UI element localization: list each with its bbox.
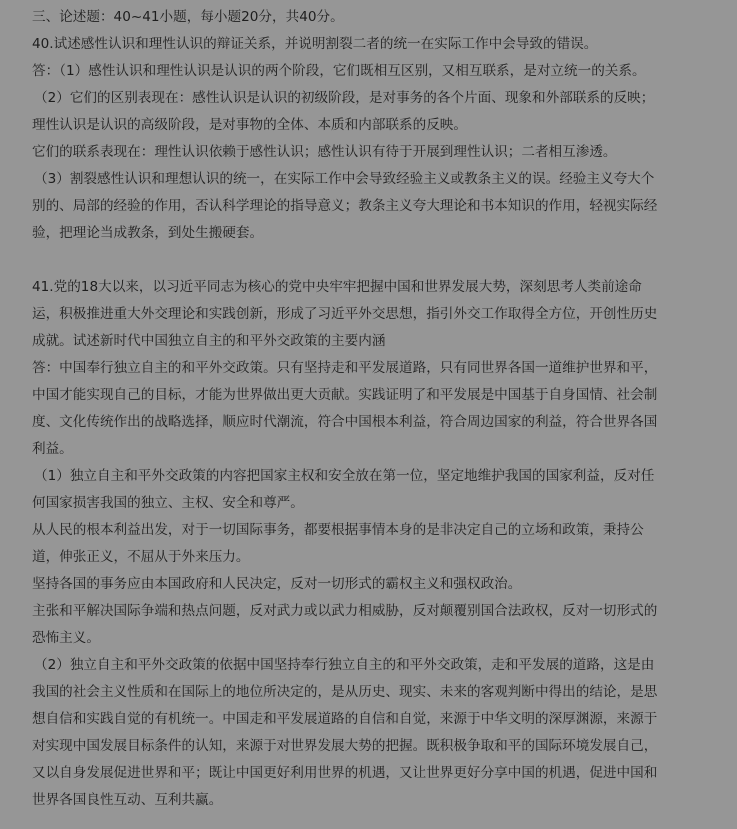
answer-41-point-2: （2）独立自主和平外交政策的依据中国坚持奉行独立自主的和平外交政策，走和平发展的道路，这是由: [34, 657, 655, 673]
answer-41-peaceful-1: 主张和平解决国际争端和热点问题，反对武力或以武力相威胁，反对颠覆别国合法政权，反对一切形式的: [32, 603, 658, 619]
section-title: 三、论述题：40~41小题，每小题20分，共40分。: [32, 9, 344, 25]
question-41-prompt-1: 41.党的18大以来，以习近平同志为核心的党中央牢牢把握中国和世界发展大势，深刻思考人类前途命: [32, 279, 642, 295]
answer-41-point-2-cont-1: 我国的社会主义性质和在国际上的地位所决定的，是从历史、现实、未来的客观判断中得出的结论，是思: [32, 684, 658, 700]
answer-40-point-2: （2）它们的区别表现在：感性认识是认识的初级阶段，是对事务的各个片面、现象和外部联系的反映；: [34, 90, 655, 106]
answer-41-intro-4: 利益。: [32, 441, 73, 457]
question-41-prompt-2: 运，积极推进重大外交理论和实践创新，形成了习近平外交思想，指引外交工作取得全方位，开创性历史: [32, 306, 658, 322]
answer-40-point-3-cont-2: 验，把理论当成教条，到处生搬硬套。: [32, 225, 264, 241]
question-41-prompt-3: 成就。试述新时代中国独立自主的和平外交政策的主要内涵: [32, 333, 386, 349]
answer-40-point-3-cont-1: 别的、局部的经验的作用，否认科学理论的指导意义；教条主义夸大理论和书本知识的作用，轻视实际经: [32, 198, 658, 214]
answer-41-point-1: （1）独立自主和平外交政策的内容把国家主权和安全放在第一位，坚定地维护我国的国家利益，反对任: [34, 468, 655, 484]
answer-41-point-2-cont-5: 世界各国良性互动、互利共赢。: [32, 792, 223, 808]
question-40: [32, 31, 712, 247]
question-41: [32, 274, 712, 814]
answer-41-people-2: 道，伸张正义，不屈从于外来压力。: [32, 549, 250, 565]
answer-41-intro-2: 中国才能实现自己的目标，才能为世界做出更大贡献。实践证明了和平发展是中国基于自身国情、社会制: [32, 387, 658, 403]
answer-41-point-2-cont-3: 对实现中国发展目标条件的认知，来源于对世界发展大势的把握。既积极争取和平的国际环境发展自己，: [32, 738, 658, 754]
answer-41-peaceful-2: 恐怖主义。: [32, 630, 100, 646]
question-40-prompt: 40.试述感性认识和理性认识的辩证关系，并说明割裂二者的统一在实际工作中会导致的错误。: [32, 36, 598, 52]
document-content: [32, 4, 712, 814]
answer-40-point-2-cont: 理性认识是认识的高级阶段，是对事物的全体、本质和内部联系的反映。: [32, 117, 467, 133]
paragraph-spacer: [32, 247, 712, 274]
answer-40-point-3: （3）割裂感性认识和理想认识的统一，在实际工作中会导致经验主义或教条主义的误。经验主义夸大个: [34, 171, 655, 187]
answer-41-hegemony: 坚持各国的事务应由本国政府和人民决定，反对一切形式的霸权主义和强权政治。: [32, 576, 522, 592]
answer-41-intro-1: 答：中国奉行独立自主的和平外交政策。只有坚持走和平发展道路，只有同世界各国一道维护世界和平，: [32, 360, 658, 376]
answer-41-point-1-cont: 何国家损害我国的独立、主权、安全和尊严。: [32, 495, 304, 511]
answer-41-point-2-cont-4: 又以自身发展促进世界和平；既让中国更好利用世界的机遇，又让世界更好分享中国的机遇，促进中国和: [32, 765, 658, 781]
answer-41-point-2-cont-2: 想自信和实践自觉的有机统一。中国走和平发展道路的自信和自觉，来源于中华文明的深厚渊源，来源于: [32, 711, 658, 727]
answer-41-intro-3: 度、文化传统作出的战略选择，顺应时代潮流，符合中国根本利益，符合周边国家的利益，符合世界各国: [32, 414, 658, 430]
answer-40-relation: 它们的联系表现在：理性认识依赖于感性认识；感性认识有待于开展到理性认识；二者相互渗透。: [32, 144, 617, 160]
answer-40-point-1: 答：（1）感性认识和理性认识是认识的两个阶段，它们既相互区别，又相互联系，是对立统一的关系。: [32, 63, 646, 79]
answer-41-people-1: 从人民的根本利益出发，对于一切国际事务，都要根据事情本身的是非决定自己的立场和政策，秉持公: [32, 522, 644, 538]
